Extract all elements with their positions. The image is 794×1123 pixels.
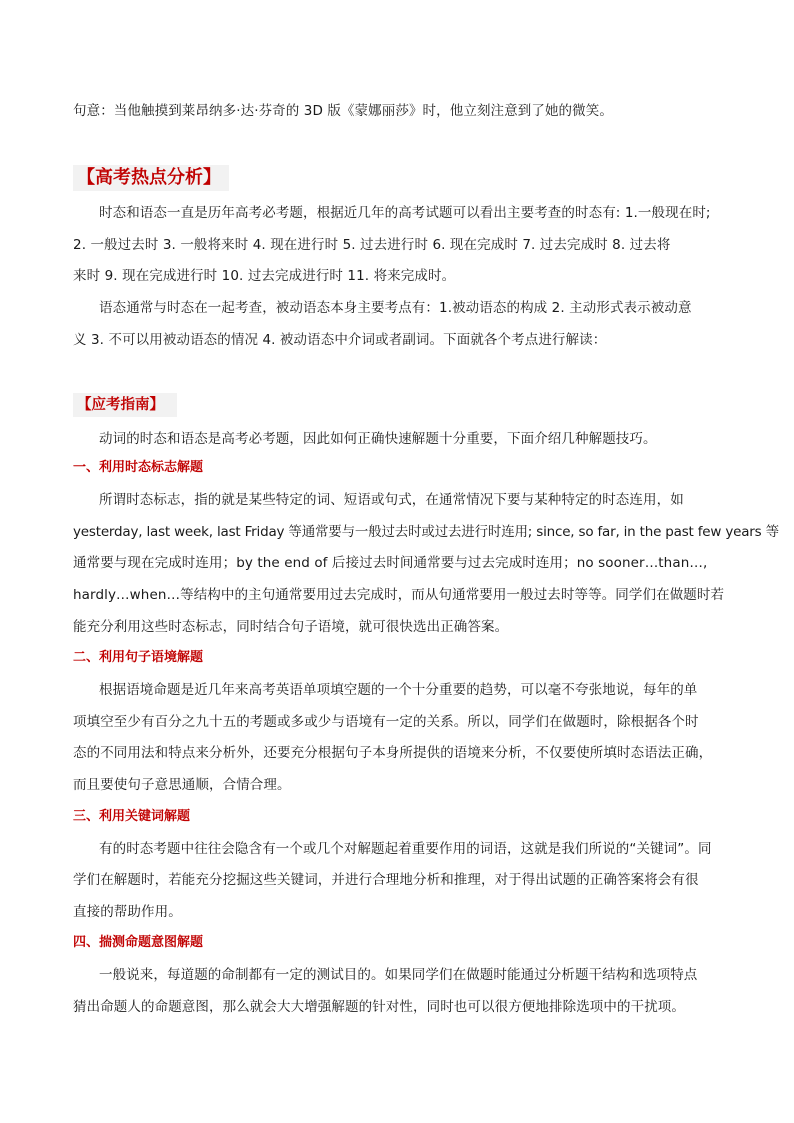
paragraph-line: 一般说来，每道题的命制都有一定的测试目的。如果同学们在做题时能通过分析题干结构和选项特点 xyxy=(99,967,698,983)
paragraph-line: 来时 9. 现在完成进行时 10. 过去完成进行时 11. 将来完成时。 xyxy=(73,268,456,284)
subheading-context: 二、利用句子语境解题 xyxy=(73,650,204,665)
paragraph-line: 通常要与现在完成时连用；by the end of 后接过去时间通常要与过去完成时连用；no sooner…than…, xyxy=(73,555,708,571)
paragraph-line: hardly…when…等结构中的主句通常要用过去完成时，而从句通常要用一般过去时等等。同学们在做题时若 xyxy=(73,587,725,603)
paragraph-line: 语态通常与时态在一起考查，被动语态本身主要考点有：1.被动语态的构成 2. 主动形式表示被动意 xyxy=(99,300,692,316)
paragraph-line: 有的时态考题中往往会隐含有一个或几个对解题起着重要作用的词语，这就是我们所说的“关键词”。同 xyxy=(99,841,712,857)
paragraph-line: 所谓时态标志，指的就是某些特定的词、短语或句式，在通常情况下要与某种特定的时态连用，如 xyxy=(99,492,684,508)
paragraph-line: 能充分利用这些时态标志，同时结合句子语境，就可很快选出正确答案。 xyxy=(73,619,509,635)
paragraph-line: 时态和语态一直是历年高考必考题，根据近几年的高考试题可以看出主要考查的时态有: 1.一般现在时; xyxy=(99,205,711,221)
paragraph-line: yesterday, last week, last Friday 等通常要与一般过去时或过去进行时连用; since, so far, in the past few years 等 xyxy=(73,524,779,540)
paragraph-line: 项填空至少有百分之九十五的考题或多或少与语境有一定的关系。所以，同学们在做题时，除根据各个时 xyxy=(73,714,699,730)
subheading-keywords: 三、利用关键词解题 xyxy=(73,809,191,824)
guide-intro: 动词的时态和语态是高考必考题，因此如何正确快速解题十分重要，下面介绍几种解题技巧。 xyxy=(99,431,657,447)
subheading-tense-markers: 一、利用时态标志解题 xyxy=(73,460,204,475)
subheading-intent: 四、揣测命题意图解题 xyxy=(73,935,204,950)
paragraph-line: 义 3. 不可以用被动语态的情况 4. 被动语态中介词或者副词。下面就各个考点进行解读： xyxy=(73,332,607,348)
section-title-hot-analysis: 【高考热点分析】 xyxy=(73,165,229,191)
paragraph-line: 2. 一般过去时 3. 一般将来时 4. 现在进行时 5. 过去进行时 6. 现在完成时 7. 过去完成时 8. 过去将 xyxy=(73,237,671,253)
paragraph-line: 根据语境命题是近几年来高考英语单项填空题的一个十分重要的趋势，可以毫不夸张地说，每年的单 xyxy=(99,682,698,698)
paragraph-line: 而且要使句子意思通顺，合情合理。 xyxy=(73,777,291,793)
paragraph-line: 态的不同用法和特点来分析外，还要充分根据句子本身所提供的语境来分析，不仅要使所填时态语法正确， xyxy=(73,745,713,761)
paragraph-line: 直接的帮助作用。 xyxy=(73,904,182,920)
paragraph-line: 学们在解题时，若能充分挖掘这些关键词，并进行合理地分析和推理，对于得出试题的正确答案将会有很 xyxy=(73,872,699,888)
paragraph-line: 猜出命题人的命题意图，那么就会大大增强解题的针对性，同时也可以很方便地排除选项中的干扰项。 xyxy=(73,999,685,1015)
section-title-exam-guide: 【应考指南】 xyxy=(73,393,177,417)
intro-sentence: 句意：当他触摸到莱昂纳多·达·芬奇的 3D 版《蒙娜丽莎》时，他立刻注意到了她的微笑。 xyxy=(73,103,613,119)
